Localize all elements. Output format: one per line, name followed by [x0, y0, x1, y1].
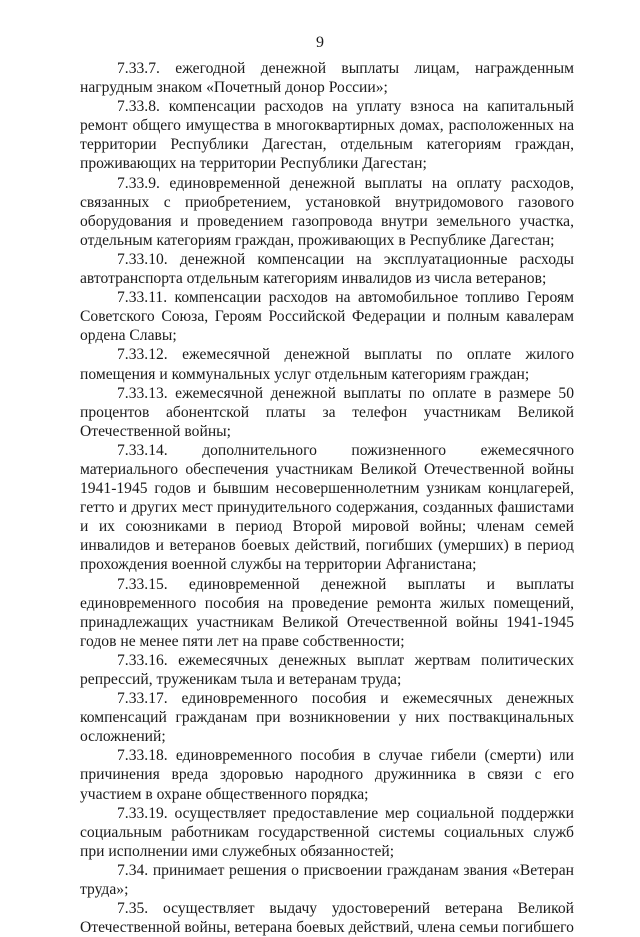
paragraph-7-34: 7.34. принимает решения о присвоении гражданам звания «Ветеран труда»; [80, 861, 574, 899]
paragraph-7-33-19: 7.33.19. осуществляет предоставление мер социальной поддержки социальным работникам государственной системы социальных служб при исполнении ими служебных обязанностей; [80, 804, 574, 860]
paragraph-7-33-15: 7.33.15. единовременной денежной выплаты и выплаты единовременного пособия на проведение ремонта жилых помещений, принадлежащих участникам Великой Отечественной войны 1941-1945 годов не менее пяти лет на праве собственности; [80, 575, 574, 650]
paragraph-7-33-12: 7.33.12. ежемесячной денежной выплаты по оплате жилого помещения и коммунальных услуг отдельным категориям граждан; [80, 346, 574, 383]
paragraph-7-33-13: 7.33.13. ежемесячной денежной выплаты по оплате в размере 50 процентов абонентской платы за телефон участникам Великой Отечественной войны; [80, 384, 574, 440]
paragraph-7-33-14: 7.33.14. дополнительного пожизненного ежемесячного материального обеспечения участникам Великой Отечественной войны 1941-1945 годов и бывшим несовершеннолетним узникам концлагерей, гетто и других мест принудительного содержания, созданных фашистами и их союзниками в период Второй мировой войны; членам семей инвалидов и ветеранов боевых действий, погибших (умерших) в период прохождения военной службы на территории Афганистана; [80, 441, 574, 574]
paragraph-7-33-18: 7.33.18. единовременного пособия в случае гибели (смерти) или причинения вреда здоровью народного дружинника в связи с его участием в охране общественного порядка; [80, 747, 574, 803]
paragraph-7-33-7: 7.33.7. ежегодной денежной выплаты лицам, награжденным нагрудным знаком «Почетный донор России»; [80, 60, 574, 97]
paragraph-7-33-8: 7.33.8. компенсации расходов на уплату взноса на капитальный ремонт общего имущества в многоквартирных домах, расположенных на территории Республики Дагестан, отдельным категориям граждан, проживающих на территории Республики Дагестан; [80, 98, 574, 173]
paragraph-7-33-9: 7.33.9. единовременной денежной выплаты на оплату расходов, связанных с приобретением, установкой внутридомового газового оборудования и проведением газопровода внутри земельного участка, отдельным категориям граждан, проживающих в Республике Дагестан; [80, 174, 574, 249]
paragraph-7-35: 7.35. осуществляет выдачу удостоверений ветерана Великой Отечественной войны, ветерана боевых действий, члена семьи погибшего [80, 900, 574, 937]
page-number: 9 [316, 34, 324, 51]
paragraph-7-33-17: 7.33.17. единовременного пособия и ежемесячных денежных компенсаций гражданам при возникновении у них поствакцинальных осложнений; [80, 690, 574, 746]
paragraph-7-33-16: 7.33.16. ежемесячных денежных выплат жертвам политических репрессий, труженикам тыла и ветеранам труда; [80, 651, 574, 688]
paragraph-7-33-10: 7.33.10. денежной компенсации на эксплуатационные расходы автотранспорта отдельным категориям инвалидов из числа ветеранов; [80, 250, 574, 288]
document-body [80, 59, 574, 937]
paragraph-7-33-11: 7.33.11. компенсации расходов на автомобильное топливо Героям Советского Союза, Героям Российской Федерации и полным кавалерам ордена Славы; [80, 289, 574, 345]
